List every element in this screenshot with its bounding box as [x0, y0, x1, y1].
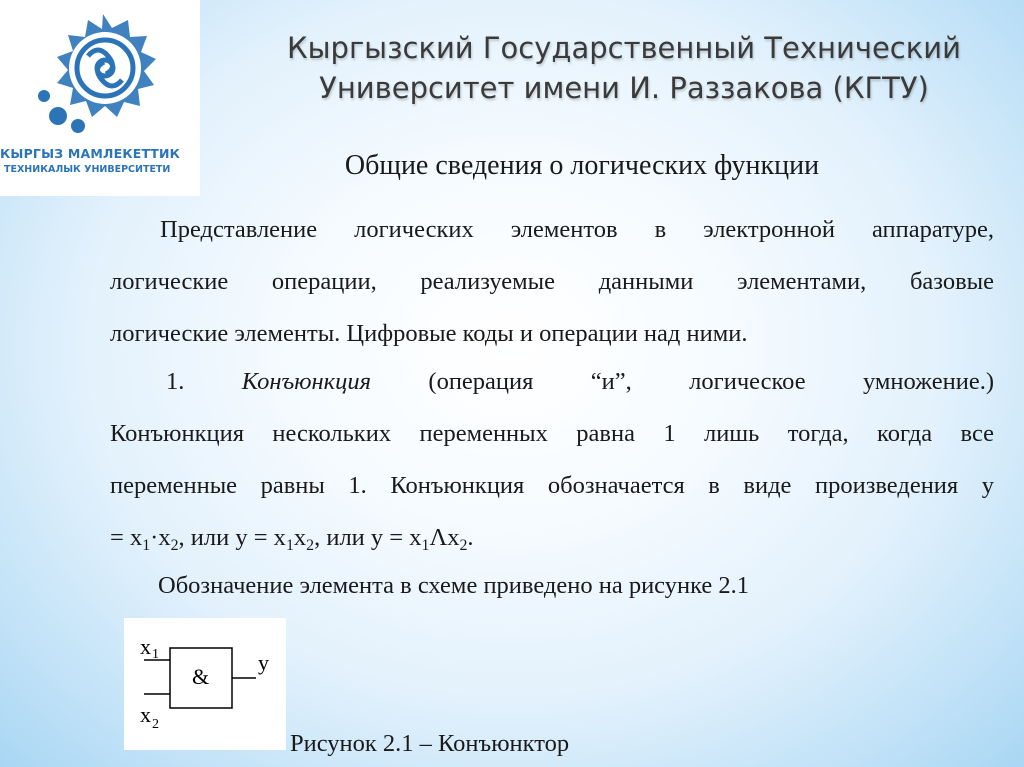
and-gate-diagram: [124, 618, 286, 750]
paragraph-conjunction: [110, 356, 994, 564]
paragraph-intro: [110, 204, 994, 360]
list-number: 1.: [166, 368, 185, 395]
term-description: (операция “и”, логическое умножение.): [428, 368, 995, 395]
paragraph-figure-ref: Обозначение элемента в схеме приведено на рисунке 2.1: [158, 572, 750, 599]
section-title: Общие сведения о логических функции: [344, 150, 820, 181]
logo-text-line1: КЫРГЫЗ МАМЛЕКЕТТИК: [0, 146, 181, 161]
logo-text-line2: ТЕХНИКАЛЫК УНИВЕРСИТЕТИ: [4, 164, 171, 175]
input-label-2: x: [140, 702, 151, 727]
title-line2: Университет имени И. Раззакова (КГТУ): [319, 71, 929, 105]
figure-caption: Рисунок 2.1 – Конъюнктор: [290, 730, 570, 757]
input-label-1: x: [140, 634, 151, 659]
output-label: y: [258, 650, 269, 675]
and-gate-figure: [124, 618, 286, 750]
term-conjunction: Конъюнкция: [241, 368, 372, 395]
paragraph-line: Конъюнкция нескольких переменных равна 1 лишь тогда, когда все: [110, 420, 994, 447]
title-line1: Кыргызский Государственный Технический: [287, 31, 961, 65]
paragraph-line: переменные равны 1. Конъюнкция обозначается в виде произведения у: [110, 472, 994, 499]
page-title: [256, 28, 992, 108]
gate-symbol: &: [192, 664, 210, 689]
input-label-2-sub: 2: [152, 717, 159, 732]
logo-emblem-icon: [28, 6, 178, 146]
paragraph-line: Представление логических элементов в электронной аппаратуре,: [160, 216, 994, 243]
paragraph-line: [110, 356, 994, 408]
paragraph-line: логические операции, реализуемые данными элементами, базовые: [110, 268, 994, 295]
input-label-1-sub: 1: [152, 647, 159, 662]
paragraph-line: логические элементы. Цифровые коды и операции над ними.: [110, 320, 748, 347]
university-logo: [0, 0, 200, 196]
formula-line: = $x_1\cdot x_2$, или $у = x_1x_2$, или $у = x_1\Lambda x_2$.: [110, 524, 474, 554]
